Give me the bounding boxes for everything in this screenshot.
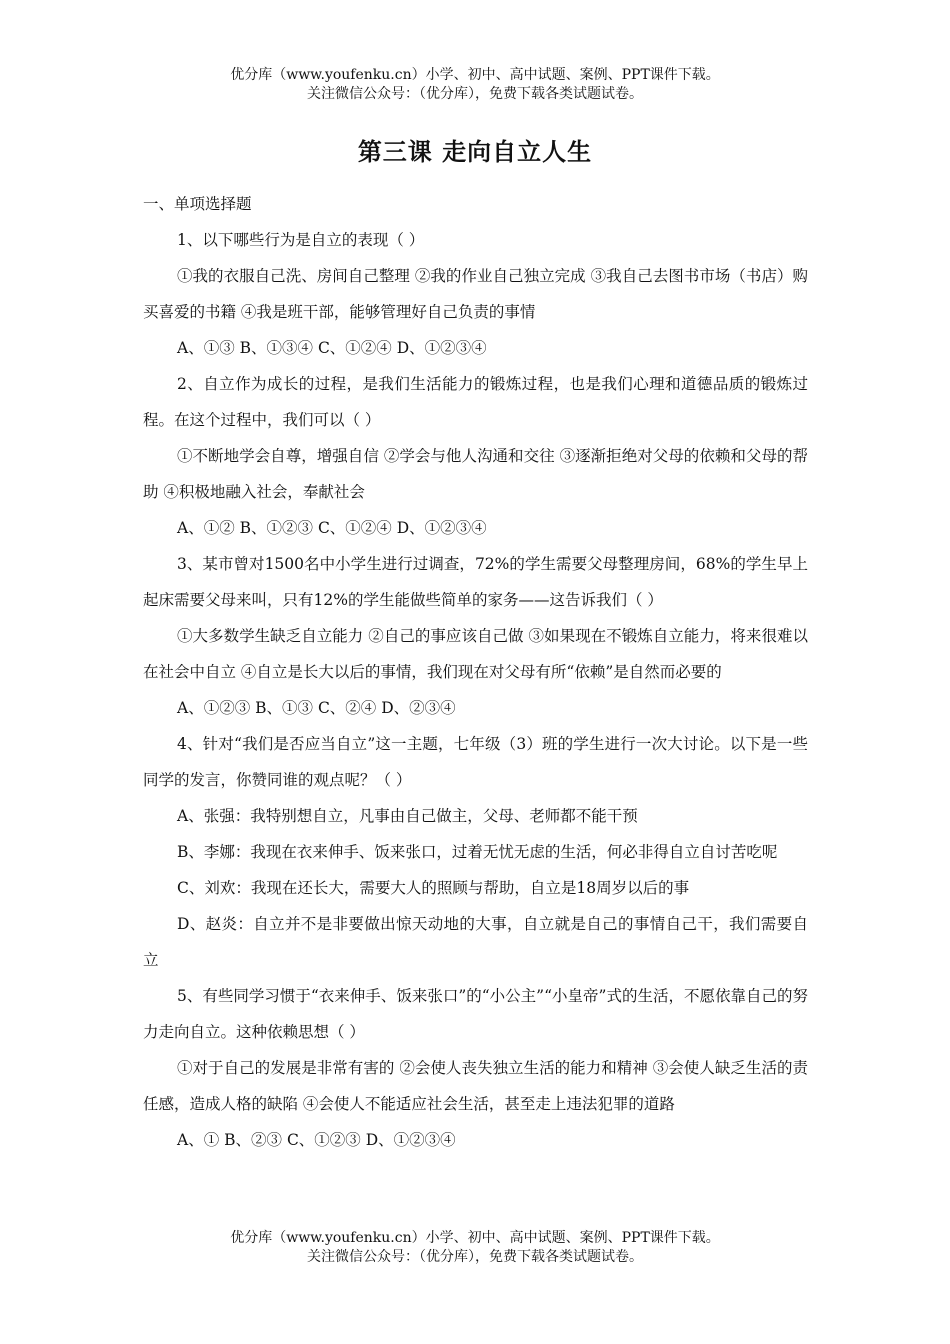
question-2-stem: 2、自立作为成长的过程，是我们生活能力的锻炼过程，也是我们心理和道德品质的锻炼过程。在这个过程中，我们可以（ ） bbox=[143, 375, 808, 429]
page-footer bbox=[0, 1229, 950, 1267]
header-line-2: 关注微信公众号：（优分库），免费下载各类试题试卷。 bbox=[307, 86, 643, 102]
question-3-stem: 3、某市曾对1500名中小学生进行过调查，72%的学生需要父母整理房间，68%的学生早上起床需要父母来叫，只有12%的学生能做些简单的家务——这告诉我们（ ） bbox=[143, 555, 808, 609]
section-heading: 一、单项选择题 bbox=[143, 195, 252, 213]
question-4-stem: 4、针对“我们是否应当自立”这一主题，七年级（3）班的学生进行一次大讨论。以下是一些同学的发言，你赞同谁的观点呢？（ ） bbox=[143, 735, 808, 789]
page-header bbox=[0, 66, 950, 104]
question-3-options: A、①②③ B、①③ C、②④ D、②③④ bbox=[177, 699, 456, 717]
question-3-statements: ①大多数学生缺乏自立能力 ②自己的事应该自己做 ③如果现在不锻炼自立能力，将来很难以在社会中自立 ④自立是长大以后的事情，我们现在对父母有所“依赖”是自然而必要的 bbox=[143, 627, 808, 681]
question-body bbox=[143, 186, 808, 1158]
question-2-options: A、①② B、①②③ C、①②④ D、①②③④ bbox=[177, 519, 487, 537]
question-4-choice-a: A、张强：我特别想自立，凡事由自己做主，父母、老师都不能干预 bbox=[177, 807, 638, 825]
question-2-statements: ①不断地学会自尊，增强自信 ②学会与他人沟通和交往 ③逐渐拒绝对父母的依赖和父母的帮助 ④积极地融入社会，奉献社会 bbox=[143, 447, 808, 501]
question-1-statements: ①我的衣服自己洗、房间自己整理 ②我的作业自己独立完成 ③我自己去图书市场（书店）购买喜爱的书籍 ④我是班干部，能够管理好自己负责的事情 bbox=[143, 267, 808, 321]
question-5-statements: ①对于自己的发展是非常有害的 ②会使人丧失独立生活的能力和精神 ③会使人缺乏生活的责任感，造成人格的缺陷 ④会使人不能适应社会生活，甚至走上违法犯罪的道路 bbox=[143, 1059, 808, 1113]
footer-line-2: 关注微信公众号：（优分库），免费下载各类试题试卷。 bbox=[307, 1249, 643, 1265]
question-5-options: A、① B、②③ C、①②③ D、①②③④ bbox=[177, 1131, 456, 1149]
question-1-options: A、①③ B、①③④ C、①②④ D、①②③④ bbox=[177, 339, 487, 357]
page-title: 第三课 走向自立人生 bbox=[357, 138, 593, 166]
question-1-stem: 1、以下哪些行为是自立的表现（ ） bbox=[177, 231, 425, 249]
question-4-choice-d: D、赵炎：自立并不是非要做出惊天动地的大事，自立就是自己的事情自己干，我们需要自立 bbox=[143, 915, 808, 969]
footer-line-1: 优分库（www.youfenku.cn）小学、初中、高中试题、案例、PPT课件下载。 bbox=[230, 1230, 720, 1246]
question-5-stem: 5、有些同学习惯于“衣来伸手、饭来张口”的“小公主”“小皇帝”式的生活，不愿依靠自己的努力走向自立。这种依赖思想（ ） bbox=[143, 987, 808, 1041]
question-4-choice-c: C、刘欢：我现在还长大，需要大人的照顾与帮助，自立是18周岁以后的事 bbox=[177, 879, 690, 897]
header-line-1: 优分库（www.youfenku.cn）小学、初中、高中试题、案例、PPT课件下载。 bbox=[230, 67, 720, 83]
question-4-choice-b: B、李娜：我现在衣来伸手、饭来张口，过着无忧无虑的生活，何必非得自立自讨苦吃呢 bbox=[177, 843, 778, 861]
